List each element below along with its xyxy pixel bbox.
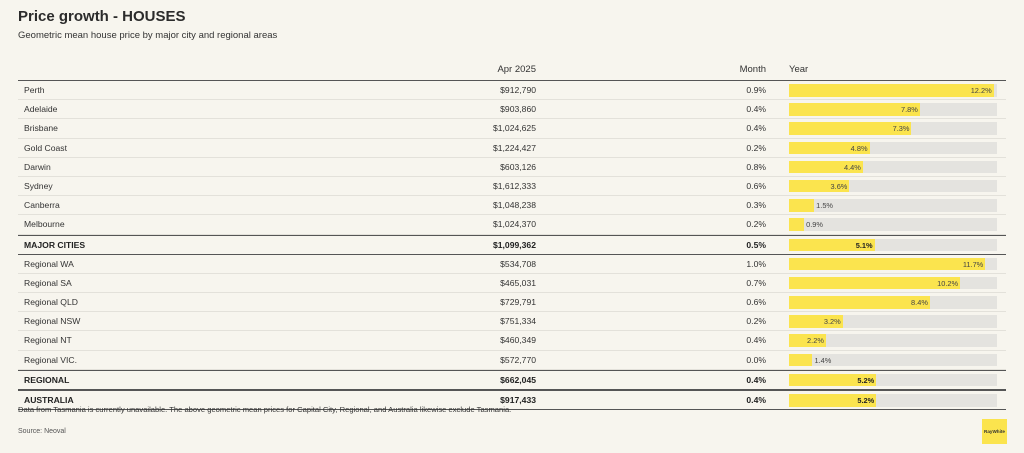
raywhite-logo: RayWhite bbox=[982, 419, 1007, 444]
area-name: Darwin bbox=[24, 161, 51, 172]
table-row bbox=[18, 274, 1006, 293]
page-title: Price growth - HOUSES bbox=[18, 8, 186, 25]
year-bar-track bbox=[789, 277, 997, 290]
year-change-label: 11.7% bbox=[962, 259, 984, 269]
year-bar bbox=[789, 354, 812, 367]
area-name: Brisbane bbox=[24, 123, 58, 134]
year-bar-track bbox=[789, 84, 997, 97]
table-header bbox=[18, 60, 1006, 81]
year-bar bbox=[789, 218, 804, 231]
price-value: $460,349 bbox=[500, 335, 536, 346]
year-change-label: 4.8% bbox=[850, 143, 868, 153]
area-name: Regional VIC. bbox=[24, 354, 78, 365]
footnote: Data from Tasmania is currently unavailable. The above geometric mean prices for Capital City, Regional, and Australia likewise exclude Tasmania. bbox=[18, 405, 512, 414]
price-value: $1,024,370 bbox=[492, 219, 536, 230]
year-bar-track bbox=[789, 394, 997, 407]
year-bar-track bbox=[789, 334, 997, 347]
month-change-value: 0.4% bbox=[746, 123, 766, 134]
table-row bbox=[18, 158, 1006, 177]
year-bar-track bbox=[789, 296, 997, 309]
page-subtitle: Geometric mean house price by major city and regional areas bbox=[18, 30, 278, 41]
price-value: $729,791 bbox=[500, 297, 536, 308]
year-bar-track bbox=[789, 354, 997, 367]
month-change-value: 0.8% bbox=[746, 161, 766, 172]
table-row bbox=[18, 351, 1006, 370]
year-bar bbox=[789, 258, 985, 271]
year-bar bbox=[789, 84, 994, 97]
price-value: $1,048,238 bbox=[492, 200, 536, 211]
table-row bbox=[18, 139, 1006, 158]
price-value: $1,224,427 bbox=[492, 142, 536, 153]
month-change-value: 0.9% bbox=[746, 85, 766, 95]
year-bar-track bbox=[789, 103, 997, 116]
total-row bbox=[18, 235, 1006, 255]
price-value: $1,612,333 bbox=[492, 180, 536, 191]
area-name: Regional QLD bbox=[24, 297, 78, 308]
month-change-value: 0.4% bbox=[746, 104, 766, 115]
area-name: Adelaide bbox=[24, 104, 58, 115]
year-bar-track bbox=[789, 258, 997, 271]
month-change-value: 0.2% bbox=[746, 219, 766, 230]
year-change-label: 4.4% bbox=[843, 162, 861, 172]
price-value: $572,770 bbox=[500, 354, 536, 365]
price-value: $903,860 bbox=[500, 104, 536, 115]
month-change-value: 0.5% bbox=[746, 239, 766, 250]
price-growth-table bbox=[18, 60, 1006, 410]
year-change-label: 2.2% bbox=[807, 336, 824, 346]
area-name: Canberra bbox=[24, 200, 60, 211]
year-change-label: 1.5% bbox=[816, 201, 834, 211]
price-value: $917,433 bbox=[500, 395, 536, 405]
month-change-value: 0.6% bbox=[746, 180, 766, 191]
year-change-label: 8.4% bbox=[911, 298, 928, 308]
table-row bbox=[18, 331, 1006, 350]
total-row bbox=[18, 370, 1006, 390]
month-change-value: 0.0% bbox=[746, 354, 766, 365]
year-change-label: 7.8% bbox=[900, 105, 918, 115]
table-row bbox=[18, 255, 1006, 274]
source-note: Source: Neoval bbox=[18, 428, 66, 435]
area-name: AUSTRALIA bbox=[24, 395, 74, 405]
year-change-label: 3.6% bbox=[830, 181, 848, 191]
area-name: Gold Coast bbox=[24, 142, 67, 153]
month-change-value: 0.4% bbox=[746, 395, 766, 405]
area-name: Sydney bbox=[24, 180, 53, 191]
table-row bbox=[18, 215, 1006, 234]
year-bar-track bbox=[789, 218, 997, 231]
year-change-label: 10.2% bbox=[937, 278, 959, 288]
year-bar bbox=[789, 277, 960, 290]
month-change-value: 0.4% bbox=[746, 335, 766, 346]
year-change-label: 5.2% bbox=[857, 396, 875, 405]
year-change-label: 5.2% bbox=[857, 375, 875, 385]
month-change-value: 0.6% bbox=[746, 297, 766, 308]
price-value: $603,126 bbox=[500, 161, 536, 172]
year-change-label: 7.3% bbox=[892, 124, 910, 134]
area-name: Regional SA bbox=[24, 277, 72, 288]
month-change-value: 0.2% bbox=[746, 142, 766, 153]
area-name: MAJOR CITIES bbox=[24, 239, 86, 250]
price-value: $751,334 bbox=[500, 316, 536, 327]
price-value: $1,024,625 bbox=[492, 123, 536, 134]
year-column-header: Year bbox=[789, 64, 809, 75]
table-row bbox=[18, 293, 1006, 312]
table-body bbox=[18, 81, 1006, 410]
month-change-value: 0.4% bbox=[746, 374, 766, 385]
price-value: $465,031 bbox=[500, 277, 536, 288]
year-bar-track bbox=[789, 239, 997, 252]
area-name: REGIONAL bbox=[24, 374, 70, 385]
price-column-header: Apr 2025 bbox=[497, 64, 536, 75]
month-change-value: 0.3% bbox=[746, 200, 766, 211]
year-change-label: 12.2% bbox=[970, 86, 992, 95]
year-change-label: 1.4% bbox=[814, 355, 832, 365]
year-change-label: 0.9% bbox=[806, 220, 823, 230]
year-bar bbox=[789, 296, 930, 309]
area-name: Regional NT bbox=[24, 335, 72, 346]
year-bar-track bbox=[789, 122, 997, 135]
area-name: Regional NSW bbox=[24, 316, 81, 327]
table-row bbox=[18, 312, 1006, 331]
year-bar-track bbox=[789, 315, 997, 328]
month-column-header: Month bbox=[739, 64, 766, 75]
month-change-value: 0.7% bbox=[746, 277, 766, 288]
year-bar-track bbox=[789, 180, 997, 193]
month-change-value: 0.2% bbox=[746, 316, 766, 327]
price-value: $662,045 bbox=[500, 374, 536, 385]
area-name: Perth bbox=[24, 85, 45, 95]
year-bar-track bbox=[789, 142, 997, 155]
table-row bbox=[18, 81, 1006, 100]
year-change-label: 5.1% bbox=[855, 240, 873, 250]
table-row bbox=[18, 177, 1006, 196]
area-name: Melbourne bbox=[24, 219, 65, 230]
price-value: $534,708 bbox=[500, 258, 536, 269]
table-row bbox=[18, 196, 1006, 215]
year-bar bbox=[789, 199, 814, 212]
table-row bbox=[18, 119, 1006, 138]
year-bar-track bbox=[789, 161, 997, 174]
price-value: $912,790 bbox=[500, 85, 536, 95]
price-value: $1,099,362 bbox=[492, 239, 536, 250]
area-name: Regional WA bbox=[24, 258, 74, 269]
table-row bbox=[18, 100, 1006, 119]
year-change-label: 3.2% bbox=[823, 317, 841, 327]
year-bar-track bbox=[789, 199, 997, 212]
month-change-value: 1.0% bbox=[746, 258, 766, 269]
year-bar-track bbox=[789, 374, 997, 387]
